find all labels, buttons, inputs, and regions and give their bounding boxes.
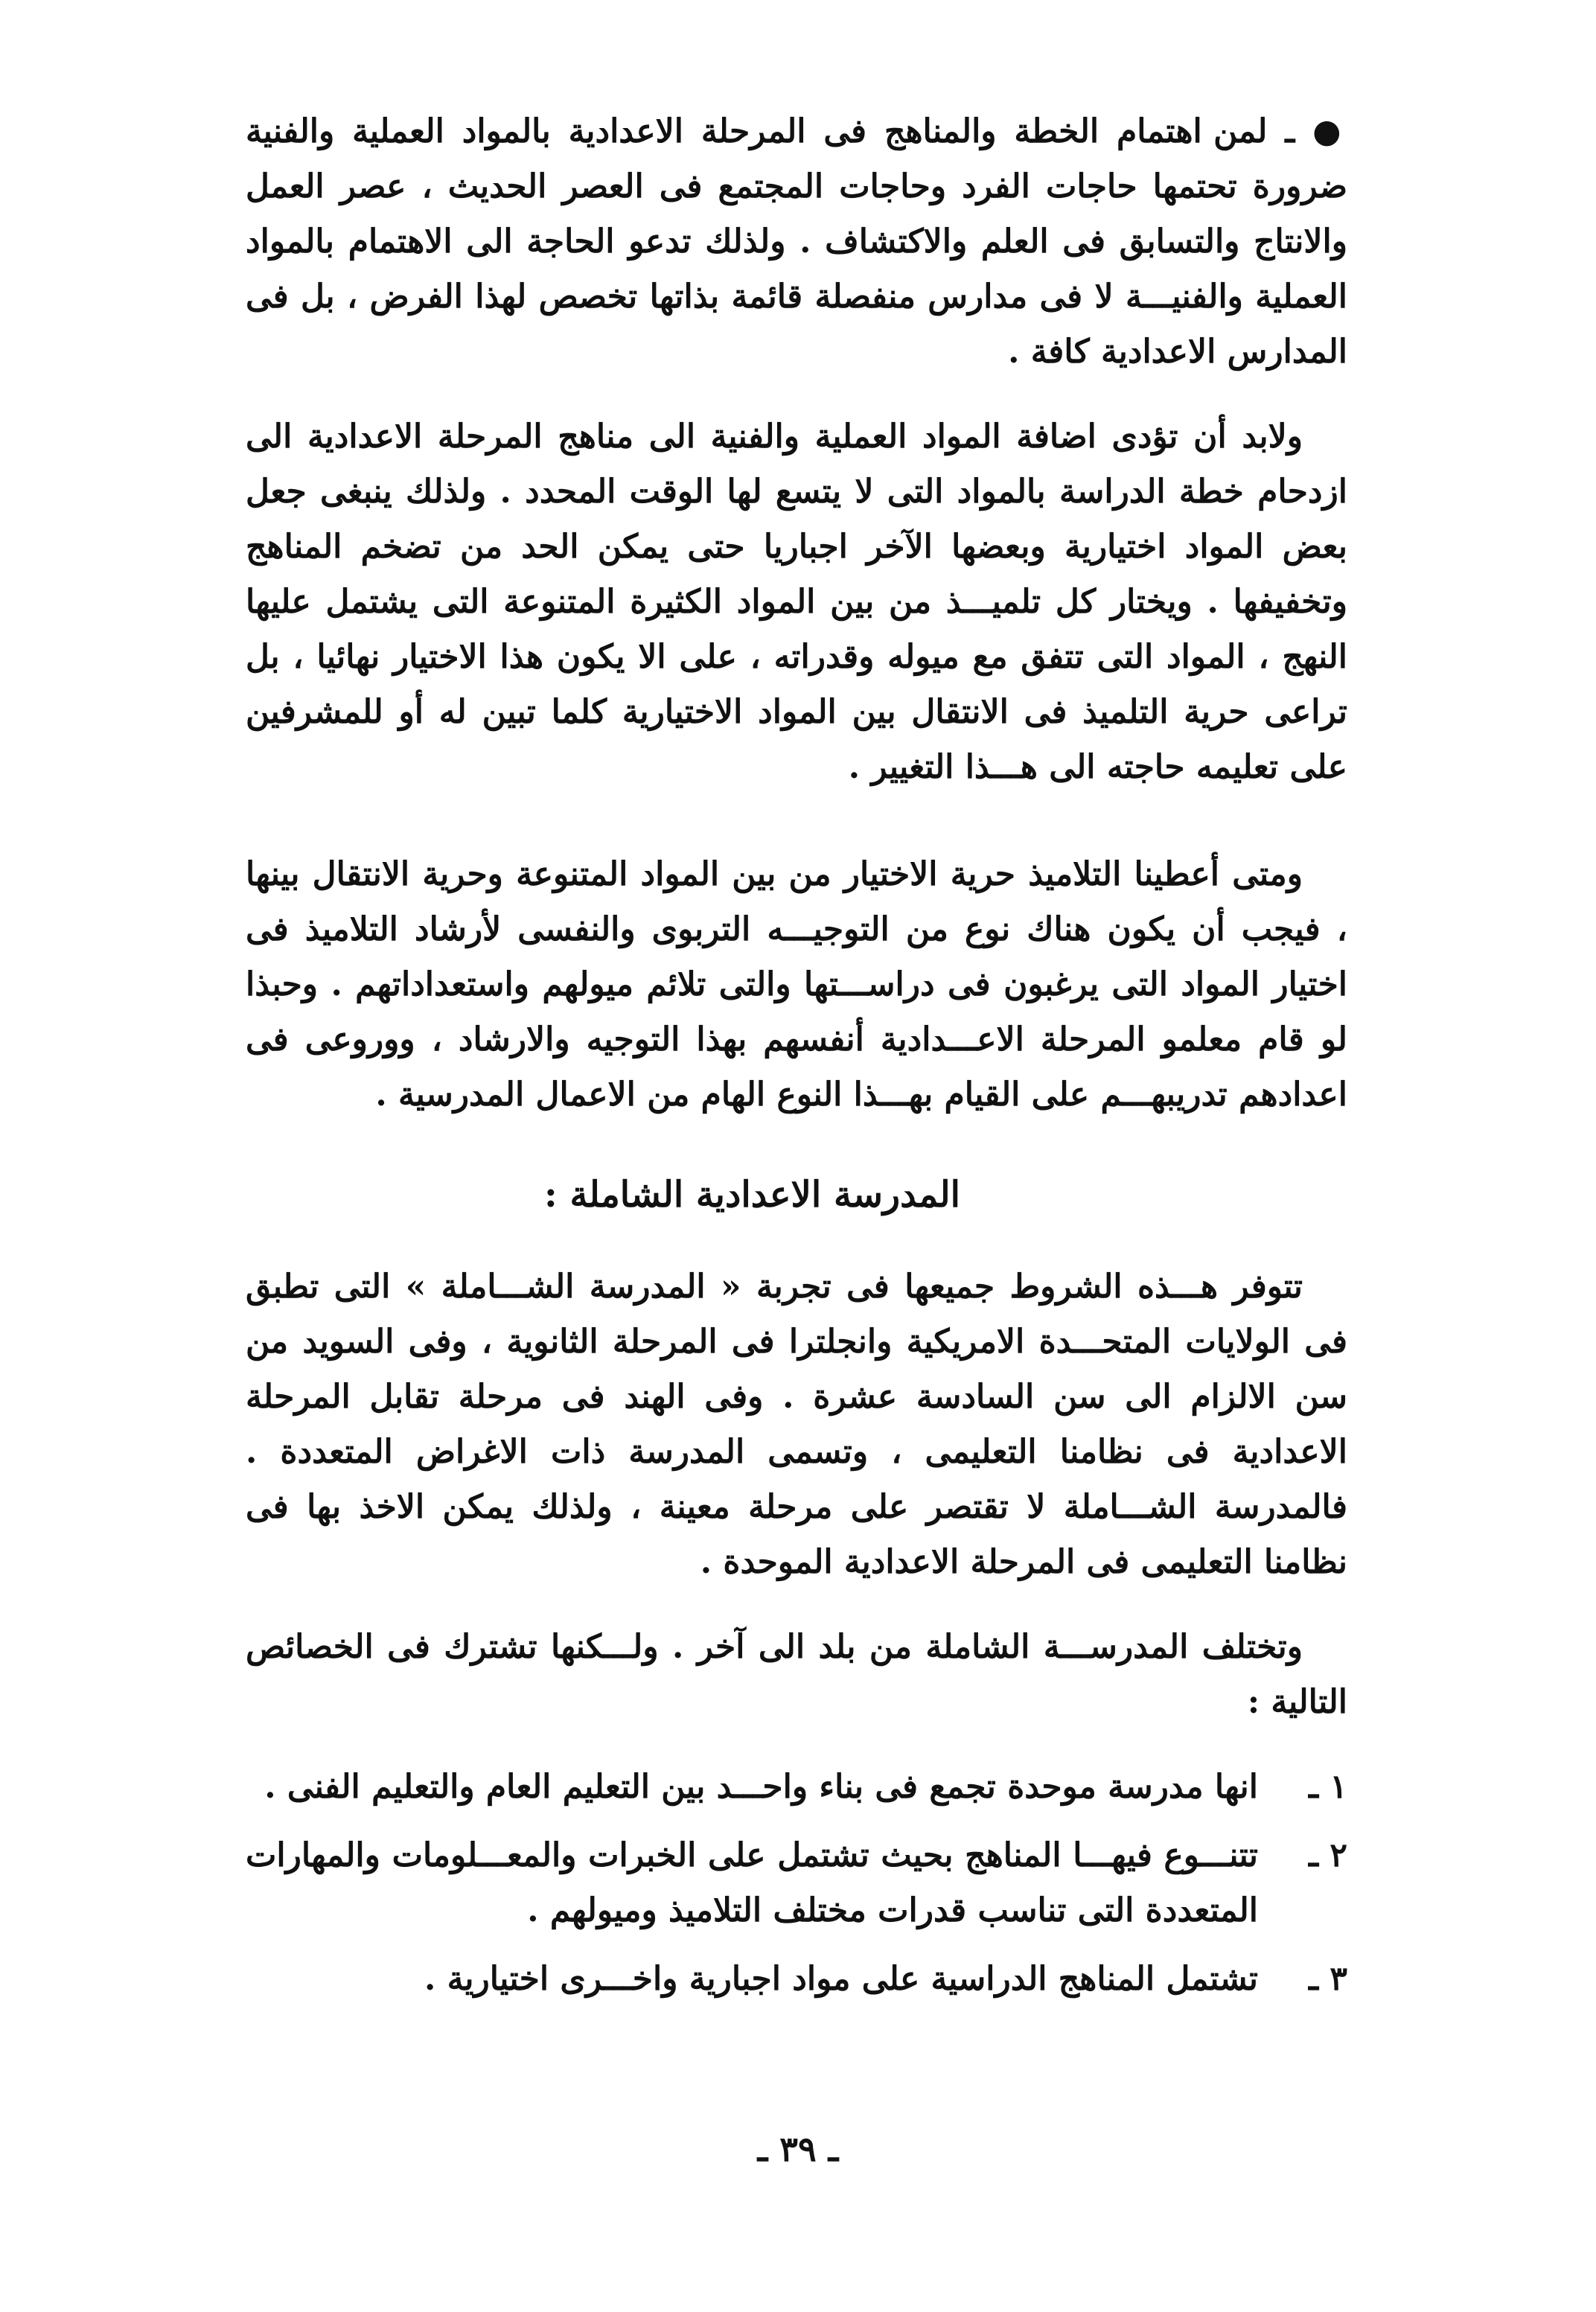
page-number: ـ ٣٩ ـ [757,2129,839,2169]
section-heading: المدرسة الاعدادية الشاملة : [544,1174,960,1216]
list-item-number: ٣ ـ [1309,1960,1347,1998]
bullet-marker: ● ـ [1285,112,1347,150]
bullet-text: لمن اهتمام الخطة والمناهج فى المرحلة الاعدادية بالمواد العملية والفنية ضرورة تحتمها حاجات الفرد وحاجات المجتمع فى العصر الحديث ، عصر العمل والانتاج والتسابق فى العلم والاكتشاف . ولذلك تدعو الحاجة الى الاهتمام بالمواد العملية والفنيـــة لا فى مدارس منفصلة قائمة بذاتها تخصص لهذا الفرض ، بل فى المدارس الاعدادية كافة . [246,112,1347,371]
list-item-text: تشتمل المناهج الدراسية على مواد اجبارية واخـــرى اختيارية . [424,1960,1258,1998]
list-item-number: ١ ـ [1309,1768,1347,1806]
list-item-text: انها مدرسة موحدة تجمع فى بناء واحـــد بين التعليم العام والتعليم الفنى . [264,1768,1258,1806]
list-item [246,1760,1347,1815]
paragraph-guidance: ومتى أعطينا التلاميذ حرية الاختيار من بين المواد المتنوعة وحرية الانتقال بينها ، فيجب أن يكون هناك نوع من التوجيـــه التربوى والنفسى لأرشاد التلاميذ فى اختيار المواد التى يرغبون فى دراســـتها والتى تلائم ميولهم واستعداداتهم . وحبذا لو قام معلمو المرحلة الاعـــدادية أنفسهم بهذا التوجيه والارشاد ، ووروعى فى اعدادهم تدريبهـــم على القيام بهـــذا النوع الهام من الاعمال المدرسية . [246,855,1347,1114]
list-item-text: تتنـــوع فيهـــا المناهج بحيث تشتمل على الخبرات والمعـــلومات والمهارات المتعددة التى تناسب قدرات مختلف التلاميذ وميولهم . [246,1836,1258,1929]
list-item [246,1828,1347,1938]
bullet-paragraph [246,104,1347,380]
list-item [246,1952,1347,2007]
characteristics-list [246,1760,1347,2007]
paragraph-elective-subjects: ولابد أن تؤدى اضافة المواد العملية والفنية الى مناهج المرحلة الاعدادية الى ازدحام خطة الدراسة بالمواد التى لا يتسع لها الوقت المحدد . ولذلك ينبغى جعل بعض المواد اختيارية وبعضها الآخر اجباريا حتى يمكن الحد من تضخم المناهج وتخفيفها . ويختار كل تلميـــذ من بين المواد الكثيرة المتنوعة التى يشتمل عليها النهج ، المواد التى تتفق مع ميوله وقدراته ، على الا يكون هذا الاختيار نهائيا ، بل تراعى حرية التلميذ فى الانتقال بين المواد الاختيارية كلما تبين له أو للمشرفين على تعليمه حاجته الى هـــذا التغيير . [246,418,1347,786]
paragraph-comprehensive-school: تتوفر هـــذه الشروط جميعها فى تجربة « المدرسة الشـــاملة » التى تطبق فى الولايات المتحـــدة الامريكية وانجلترا فى المرحلة الثانوية ، وفى السويد من سن الالزام الى سن السادسة عشرة . وفى الهند فى مرحلة تقابل المرحلة الاعدادية فى نظامنا التعليمى ، وتسمى المدرسة ذات الاغراض المتعددة . فالمدرسة الشـــاملة لا تقتصر على مرحلة معينة ، ولذلك يمكن الاخذ بها فى نظامنا التعليمى فى المرحلة الاعدادية الموحدة . [246,1268,1347,1581]
list-item-number: ٢ ـ [1309,1836,1347,1874]
paragraph-characteristics-intro: وتختلف المدرســـة الشاملة من بلد الى آخر . ولـــكنها تشترك فى الخصائص التالية : [246,1628,1347,1721]
page-body [246,104,1347,2020]
